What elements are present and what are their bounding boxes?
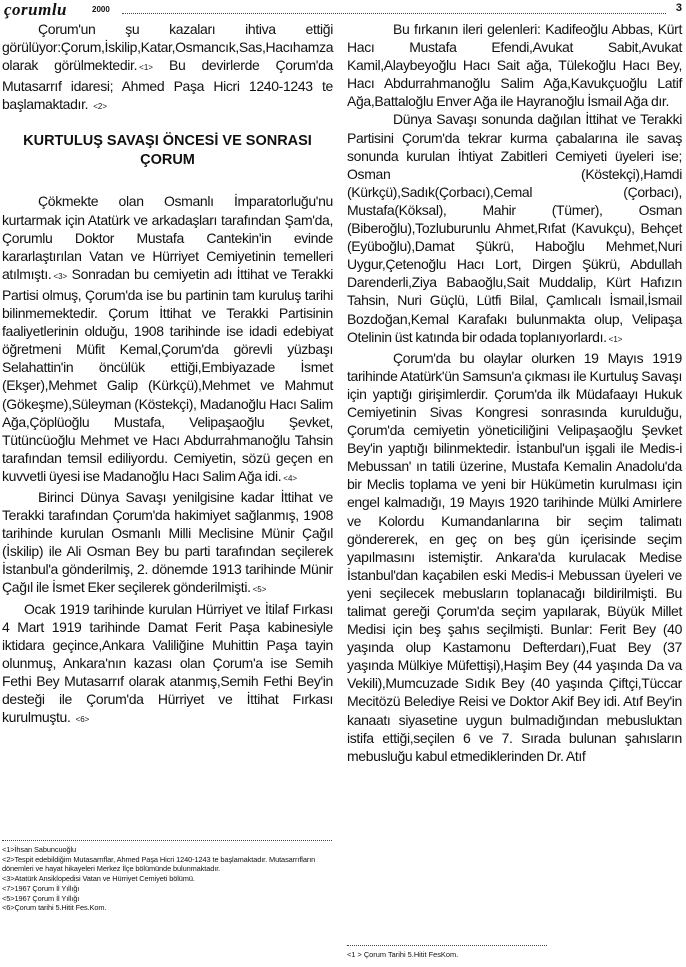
footnote-ref: <1> xyxy=(139,63,153,73)
footnote-ref: <5> xyxy=(252,585,267,595)
section-heading: KURTULUŞ SAVAŞI ÖNCESİ VE SONRASI ÇORUM xyxy=(23,133,312,169)
footnote-ref: <2> xyxy=(93,102,107,112)
paragraph-cemiyet xyxy=(2,192,333,488)
footnotes-right xyxy=(347,945,547,960)
issue-year: 2000 xyxy=(92,5,110,14)
footnote: <3>Atatürk Ansiklopedisi Vatan ve Hürriyet Cemiyeti bölümü. xyxy=(2,874,195,884)
footnote-ref: <4> xyxy=(283,473,298,483)
footnote-ref: <1> xyxy=(608,334,623,344)
footnote: <1 > Çorum Tarihi 5.Hitit FesKom. xyxy=(347,950,459,959)
footnote: <1>İhsan Sabuncuoğlu xyxy=(2,845,77,854)
footnote: <2>Tespit edebildiğim Mutasarrıflar, Ahmed Paşa Hicri 1240-1243 te başlamaktadır. Mutasarrıfların dönemleri ve hayat hikayeleri Merkez İlçe bölümünde bulunmaktadır. xyxy=(2,854,316,874)
paragraph-text: Bu devirlerde Çorum'da Mutasarrıf idaresi; Ahmed Paşa Hicri 1240-1243 te başlamaktadır. xyxy=(2,57,333,113)
paragraph-ihtiyat xyxy=(347,110,682,348)
header-dotted-leader xyxy=(122,13,666,14)
paragraph-world-war xyxy=(2,488,333,600)
footnote: <7>1967 Çorum İl Yıllığı xyxy=(2,883,80,893)
footnote-ref: <6> xyxy=(75,715,90,725)
paragraph-elections: Çorum'da bu olaylar olurken 19 Mayıs 1919 tarihinde Atatürk'ün Samsun'a çıkması ile Kurtuluş Savaşı için yaptığı girişimlerdir. Çorum'da ilk Müdafaayı Hukuk Cemiyetinin Sivas Kongresi sonrasında kurulduğu, Çorum'da cemiyetin yöneticiliğini Velipaşaoğlu Şevket Bey'in yaptığı bilinmektedir. İstanbul'un işgali ile Medis-i Mebussan' ın tatili üzerine, Mustafa Kemalin Anadolu'da bir Meclis toplama ve yeni bir Hükümetin kurulması için engel kalmadığı, 19 Mayıs 1920 tarihinde Mülki Amirlere ve Kolordu Kumandanlarına bir seçim talimatı göndererek, en geç on beş gün içerisinde seçim yapılmasını istemiştir. Ankara'da kurulacak Medise İstanbul'dan kaçabilen eski Medis-i Mebussan üyeleri ve yeni seçilecek mebusların toplanacağı bildirilmişti. Bu talimat gereği Çorum'da seçim yapılarak, Büyük Millet Medisi için beş şahıs seçilmişti. Bunlar: Ferit Bey (40 yaşında olup Kastamonu Defterdarı),Fuat Bey (37 yaşında Mülkiye Müfettişi),Haşim Bey (44 yaşında Da va Vekili),Mumcuzade Sıdık Bey (40 yaşında Çiftçi,Tüccar Mecitözü Belediye Reisi ve Doktor Akif Bey idi. Atıf Bey'in kanaatı siyasetine uygun bulmadığından mebusluktan istifa ettiği,seçilen 6 ve 7. Sırada bulunan şahısların mebusluğu kabul etmediklerinden Dr. Atıf xyxy=(347,349,682,764)
footnote: <6>Çorum tarihi 5.Hitit Fes.Kom. xyxy=(2,903,107,913)
footnote: <5>1967 Çorum İl Yıllığı xyxy=(2,893,80,903)
paragraph-itilaf xyxy=(2,600,333,730)
page-number: 3 xyxy=(675,2,682,14)
footnote-ref: <3> xyxy=(53,271,68,281)
page-header xyxy=(4,2,682,18)
paragraph-text: Çorum'un şu kazaları ihtiva ettiği görülüyor:Çorum,İskilip,Katar,Osmancık,Sas,Hacıhamza olarak görülmektedir. xyxy=(2,21,334,74)
paragraph-intro xyxy=(2,20,333,116)
paragraph-text: Sonradan bu cemiyetin adı İttihat ve Terakki Partisi olmuş, Çorum'da ise bu partinin tam kuruluş tarihi bilinmemektedir. Çorum İttihat ve Terakki Partisinin faaliyetlerinin olduğu, 1908 tarihinde ise idadi edebiyat öğretmeni Müfit Kemal,Çorum'da görevli yüzbaşı Selahattin'in öncülük ettiği,Embiyazade İsmet (Ekşer),Mehmet Galip (Kürkçü),Mehmet ve Mahmut (Gökeşme),Süleyman (Köstekçi), Madanoğlu Hacı Salim Ağa,Çöplüoğlu Mustafa, Velipaşaoğlu Şevket, Tütüncüoğlu Mehmet ve Hacı Abdurrahmanoğlu Tahsin tarafından temsil ediliyordu. Cemiyetin, sözü geçen en kuvvetli üyesi ise Madanoğlu Hacı Salim Ağa idi. xyxy=(2,265,333,484)
left-column xyxy=(2,20,333,729)
paragraph-text: Çökmekte olan Osmanlı İmparatorluğu'nu kurtarmak için Atatürk ve arkadaşları tarafından Şam'da, Çorumlu Doktor Mustafa Cantekin'in evinde kararlaştırılan Vatan ve Hürriyet Cemiyetinin temelleri atılmıştı. xyxy=(2,193,333,282)
paragraph-text: Ocak 1919 tarihinde kurulan Hürriyet ve İtilaf Fırkası 4 Mart 1919 tarihinde Damat Ferit Paşa kabinesiyle iktidara geçince,Ankara Valiliğine Muhittin Paşa tayin olunmuş, Ankara'nın kazası olan Çorum'a ise Semih Fethi Bey Mutasarrıf olarak atanmış,Semih Fethi Bey'in desteği ile Çorum'da Hürriyet ve İttihat Fırkası kurulmuştu. xyxy=(2,600,333,726)
paragraph-leaders: Bu fırkanın ileri gelenleri: Kadifeoğlu Abbas, Kürt Hacı Mustafa Efendi,Avukat Sabit,Avukat Kamil,Alaybeyoğlu Hacı Sait ağa, Tülekoğlu Hacı Bey, Hacı Abdurrahmanoğlu Salim Ağa,Kavukçuoğlu Latif Ağa,Battaloğlu Enver Ağa ile Hayranoğlu İsmail Ağa dır. xyxy=(347,21,682,110)
paragraph-text: Dünya Savaşı sonunda dağılan İttihat ve Terakki Partisini Çorum'da tekrar kurma çabalarına ile savaş sonunda kurulan İhtiyat Zabitleri Cemiyeti üyeleri ise; Osman (Köstekçi),Hamdi (Kürkçü),Sadık(Çorbacı),Cemal (Çorbacı), Mustafa(Köksal), Mahir (Tümer), Osman (Biberoğlu),Tozluburunlu Ahmet,Rıfat (Kavukçu), Behçet (Eyüboğlu),Damat Şükrü, Haboğlu Mehmet,Nuri Uygur,Çetenoğlu Hacı Lort, Dirgen Şükrü, Abdullah Darenderli,Ziya Babaoğlu,Sait Muddalip, Kürt Hafızın Tahsin, Nuri Güçlü, Lütfi Bilal, Çamlıcalı İsmail,İsmail Bozdoğan,Kemal Karafakı bulunmakta olup, Velipaşa Otelinin üst katında bir odada toplanıyorlardı. xyxy=(347,111,682,345)
footnotes-left xyxy=(2,840,332,913)
right-column xyxy=(347,20,682,765)
paragraph-text: Birinci Dünya Savaşı yenilgisine kadar İttihat ve Terakki tarafından Çorum'da hakimiyet sağlanmış, 1908 tarihinde kurulan Osmanlı Milli Meclisine Münir Çağıl (İskilip) ile Ali Osman Bey bu parti tarafından seçilerek İstanbul'a gönderilmiş, 2. dönemde 1913 tarihinde Münir Çağıl ile İsmet Eker seçilerek gönderilmişti. xyxy=(2,488,333,596)
magazine-logo: çorumlu xyxy=(4,0,68,19)
